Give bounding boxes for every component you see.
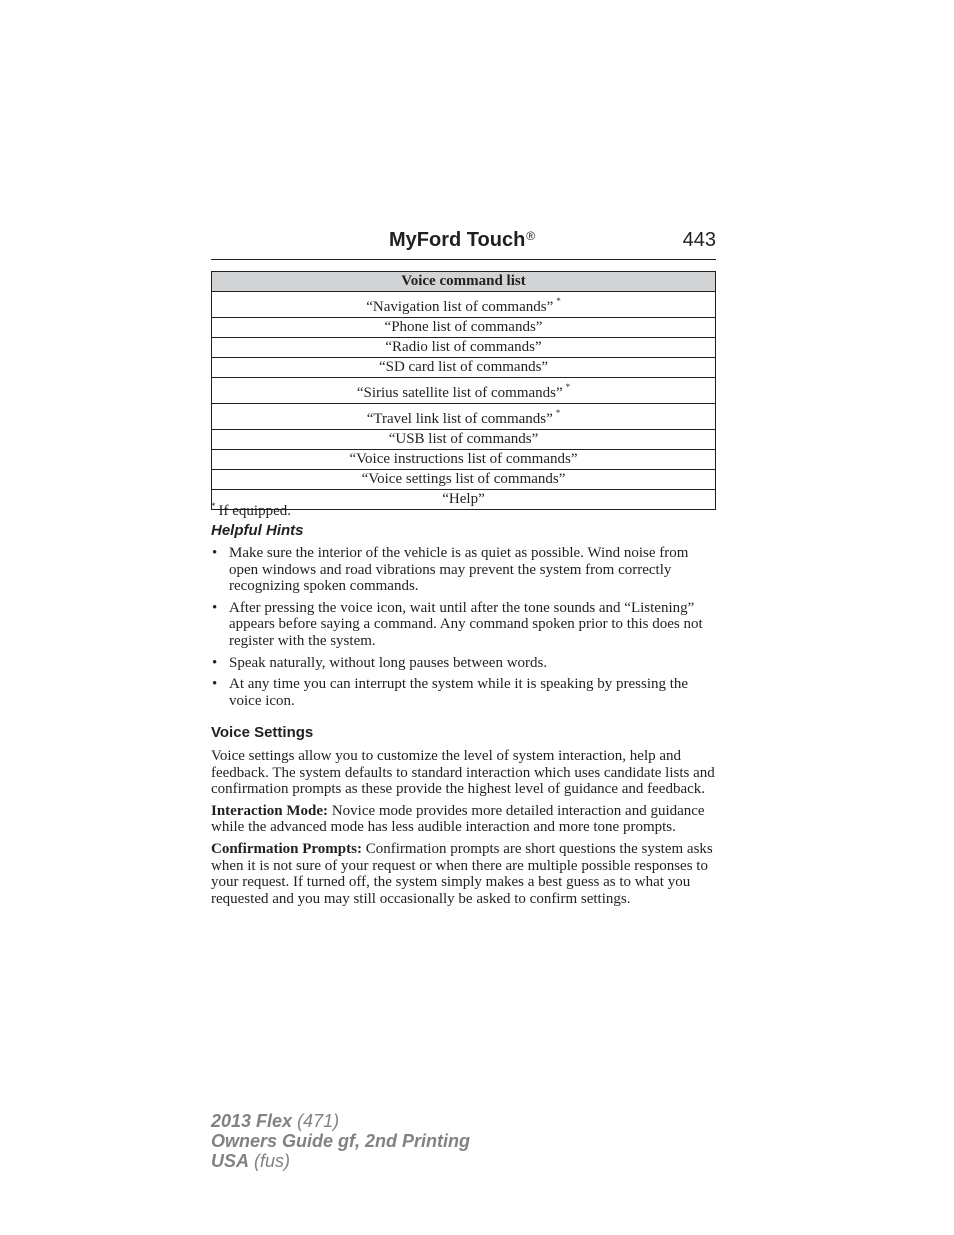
bullet: •	[212, 545, 218, 561]
interaction-mode-paragraph: Interaction Mode: Novice mode provides more detailed interaction and guidance while the advanced mode has less audible interaction and more tone prompts.	[211, 802, 705, 836]
table-row: “Help”	[212, 490, 716, 510]
registered-mark: ®	[526, 229, 536, 243]
list-item: • Make sure the interior of the vehicle is as quiet as possible. Wind noise from open windows and road vibrations may prevent the system from correctly recognizing spoken commands.	[212, 545, 689, 595]
helpful-hints-list	[211, 545, 716, 714]
page-footer	[211, 1111, 470, 1171]
list-item: • Speak naturally, without long pauses between words.	[212, 654, 548, 671]
table-row: “SD card list of commands”	[212, 358, 716, 378]
footnote-mark: *	[556, 296, 561, 306]
helpful-hints-heading: Helpful Hints	[211, 522, 304, 539]
table-row: “Sirius satellite list of commands” *	[212, 378, 716, 404]
table-row: “Voice instructions list of commands”	[212, 450, 716, 470]
confirmation-prompts-paragraph: Confirmation Prompts: Confirmation prompts are short questions the system asks when it is not sure of your request or when there are multiple possible responses to your request. If turned off, the system simply makes a best guess as to what you requested and you may still occasionally be asked to confirm settings.	[211, 840, 713, 907]
voice-settings-body	[211, 748, 716, 912]
table-row: “USB list of commands”	[212, 430, 716, 450]
footer-region-line: USA (fus)	[211, 1151, 291, 1171]
voice-settings-heading: Voice Settings	[211, 724, 314, 741]
footer-guide-line: Owners Guide gf, 2nd Printing	[211, 1131, 471, 1151]
table-footnote: * If equipped.	[211, 501, 291, 519]
table-row: “Navigation list of commands” *	[212, 292, 716, 318]
page-number: 443	[682, 229, 716, 251]
table-heading: Voice command list	[212, 272, 716, 292]
page-title: MyFord Touch®	[389, 229, 536, 251]
table-row: “Voice settings list of commands”	[212, 470, 716, 490]
list-item: • After pressing the voice icon, wait until after the tone sounds and “Listening” appears before saying a command. Any command spoken prior to this does not register with the system.	[212, 599, 703, 649]
bullet: •	[212, 676, 218, 693]
voice-command-table	[211, 271, 716, 510]
footnote-mark: *	[565, 382, 571, 392]
footer-model-line: 2013 Flex (471)	[211, 1111, 340, 1131]
footnote-mark: *	[555, 408, 561, 418]
table-row: “Phone list of commands”	[212, 318, 716, 338]
list-item: • At any time you can interrupt the system while it is speaking by pressing the voice icon.	[212, 676, 689, 709]
table-row: “Travel link list of commands” *	[212, 404, 716, 430]
bullet: •	[212, 599, 218, 616]
page-header	[211, 229, 716, 260]
bullet: •	[212, 654, 218, 671]
intro-paragraph: Voice settings allow you to customize the level of system interaction, help and feedback. The system defaults to standard interaction which uses candidate lists and confirmation prompts as these provide the highest level of guidance and feedback.	[211, 748, 715, 798]
table-row: “Radio list of commands”	[212, 338, 716, 358]
